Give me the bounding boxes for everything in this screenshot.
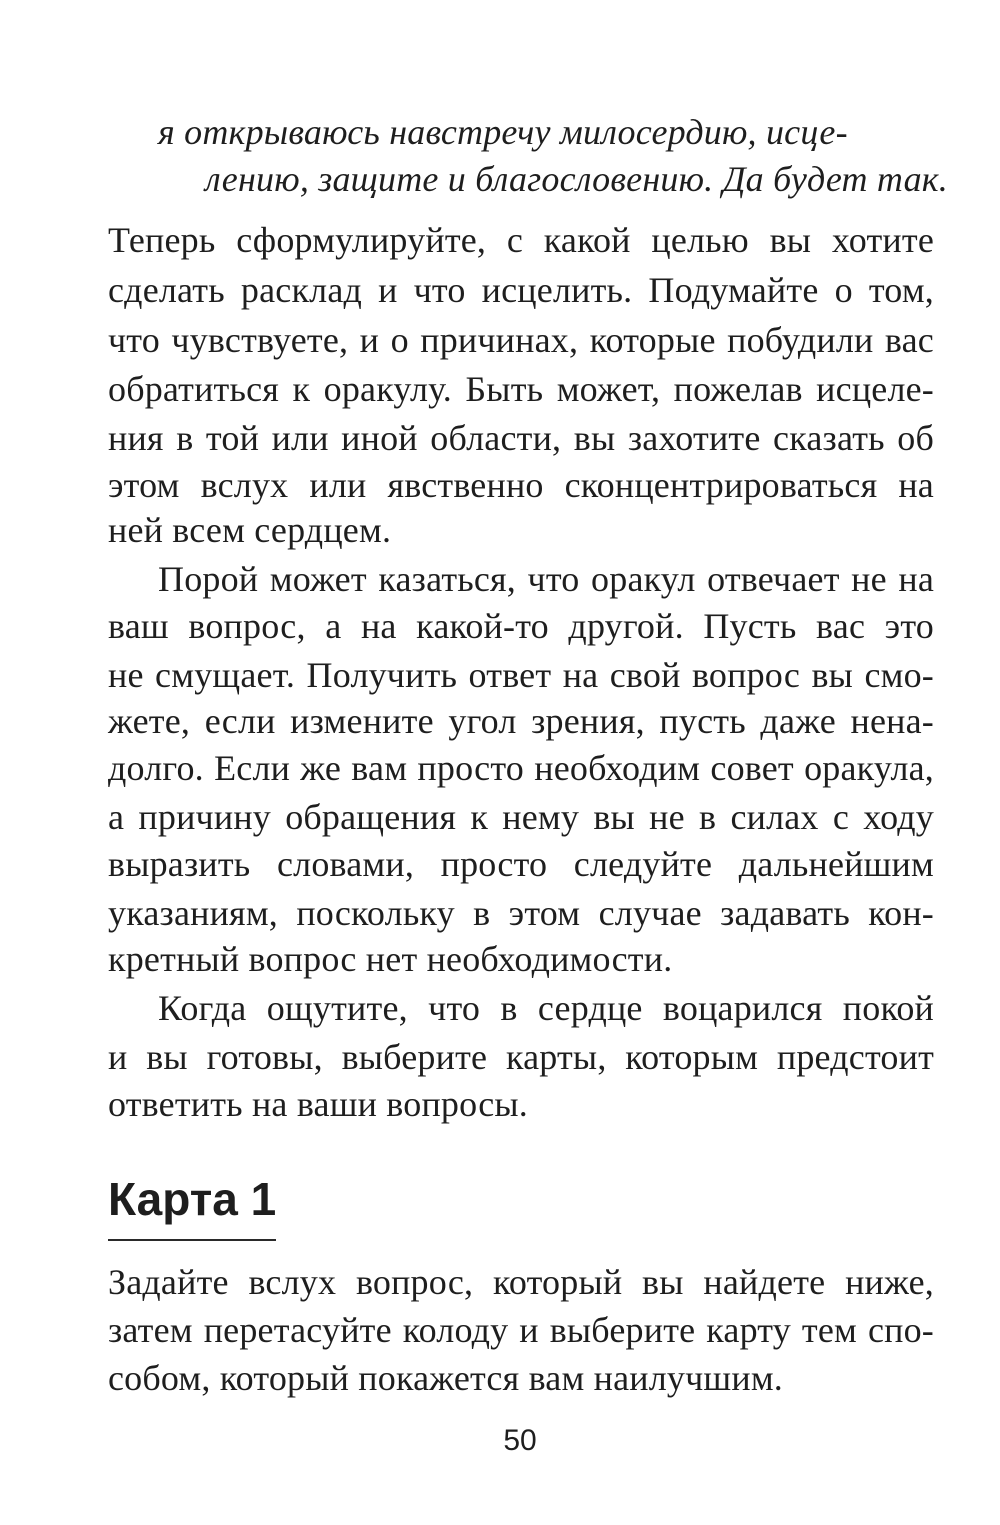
paragraph-1-line-1: Теперь сформулируйте, с какой целью вы хотите — [108, 220, 934, 260]
paragraph-1-line-6: этом вслух или явственно сконцентрироваться на — [108, 465, 934, 505]
section-paragraph-line-3: собом, который покажется вам наилучшим. — [108, 1358, 783, 1398]
quote-line-2: лению, защите и благословению. Да будет так. — [205, 159, 949, 199]
paragraph-2-line-2: ваш вопрос, а на какой-то другой. Пусть вас это — [108, 606, 934, 646]
paragraph-2-line-7: выразить словами, просто следуйте дальнейшим — [108, 844, 934, 884]
paragraph-1-line-2: сделать расклад и что исцелить. Подумайте о том, — [108, 270, 934, 310]
paragraph-1-line-5: ния в той или иной области, вы захотите сказать об — [108, 418, 934, 458]
paragraph-2-line-6: а причину обращения к нему вы не в силах с ходу — [108, 797, 934, 837]
heading-underline — [108, 1239, 276, 1241]
paragraph-2-line-1: Порой может казаться, что оракул отвечает не на — [158, 559, 934, 599]
paragraph-3-line-3: ответить на ваши вопросы. — [108, 1084, 528, 1124]
paragraph-3-line-2: и вы готовы, выберите карты, которым предстоит — [108, 1037, 934, 1077]
quote-line-1: я открываюсь навстречу милосердию, исце- — [158, 112, 848, 152]
paragraph-1-line-4: обратиться к оракулу. Быть может, пожелав исцеле- — [108, 369, 934, 409]
page-number: 50 — [503, 1424, 537, 1457]
paragraph-2-line-8: указаниям, поскольку в этом случае задавать кон- — [108, 893, 934, 933]
paragraph-1-line-7: ней всем сердцем. — [108, 510, 392, 550]
section-heading: Карта 1 — [108, 1173, 277, 1225]
paragraph-2-line-9: кретный вопрос нет необходимости. — [108, 939, 673, 979]
paragraph-2-line-3: не смущает. Получить ответ на свой вопрос вы смо- — [108, 655, 934, 695]
paragraph-2-line-5: долго. Если же вам просто необходим совет оракула, — [108, 748, 934, 788]
paragraph-1-line-3: что чувствуете, и о причинах, которые побудили вас — [108, 320, 934, 360]
paragraph-3-line-1: Когда ощутите, что в сердце воцарился покой — [158, 988, 934, 1028]
section-paragraph-line-2: затем перетасуйте колоду и выберите карту тем спо- — [108, 1310, 934, 1350]
paragraph-2-line-4: жете, если измените угол зрения, пусть даже нена- — [108, 701, 934, 741]
section-paragraph-line-1: Задайте вслух вопрос, который вы найдете ниже, — [108, 1262, 934, 1302]
